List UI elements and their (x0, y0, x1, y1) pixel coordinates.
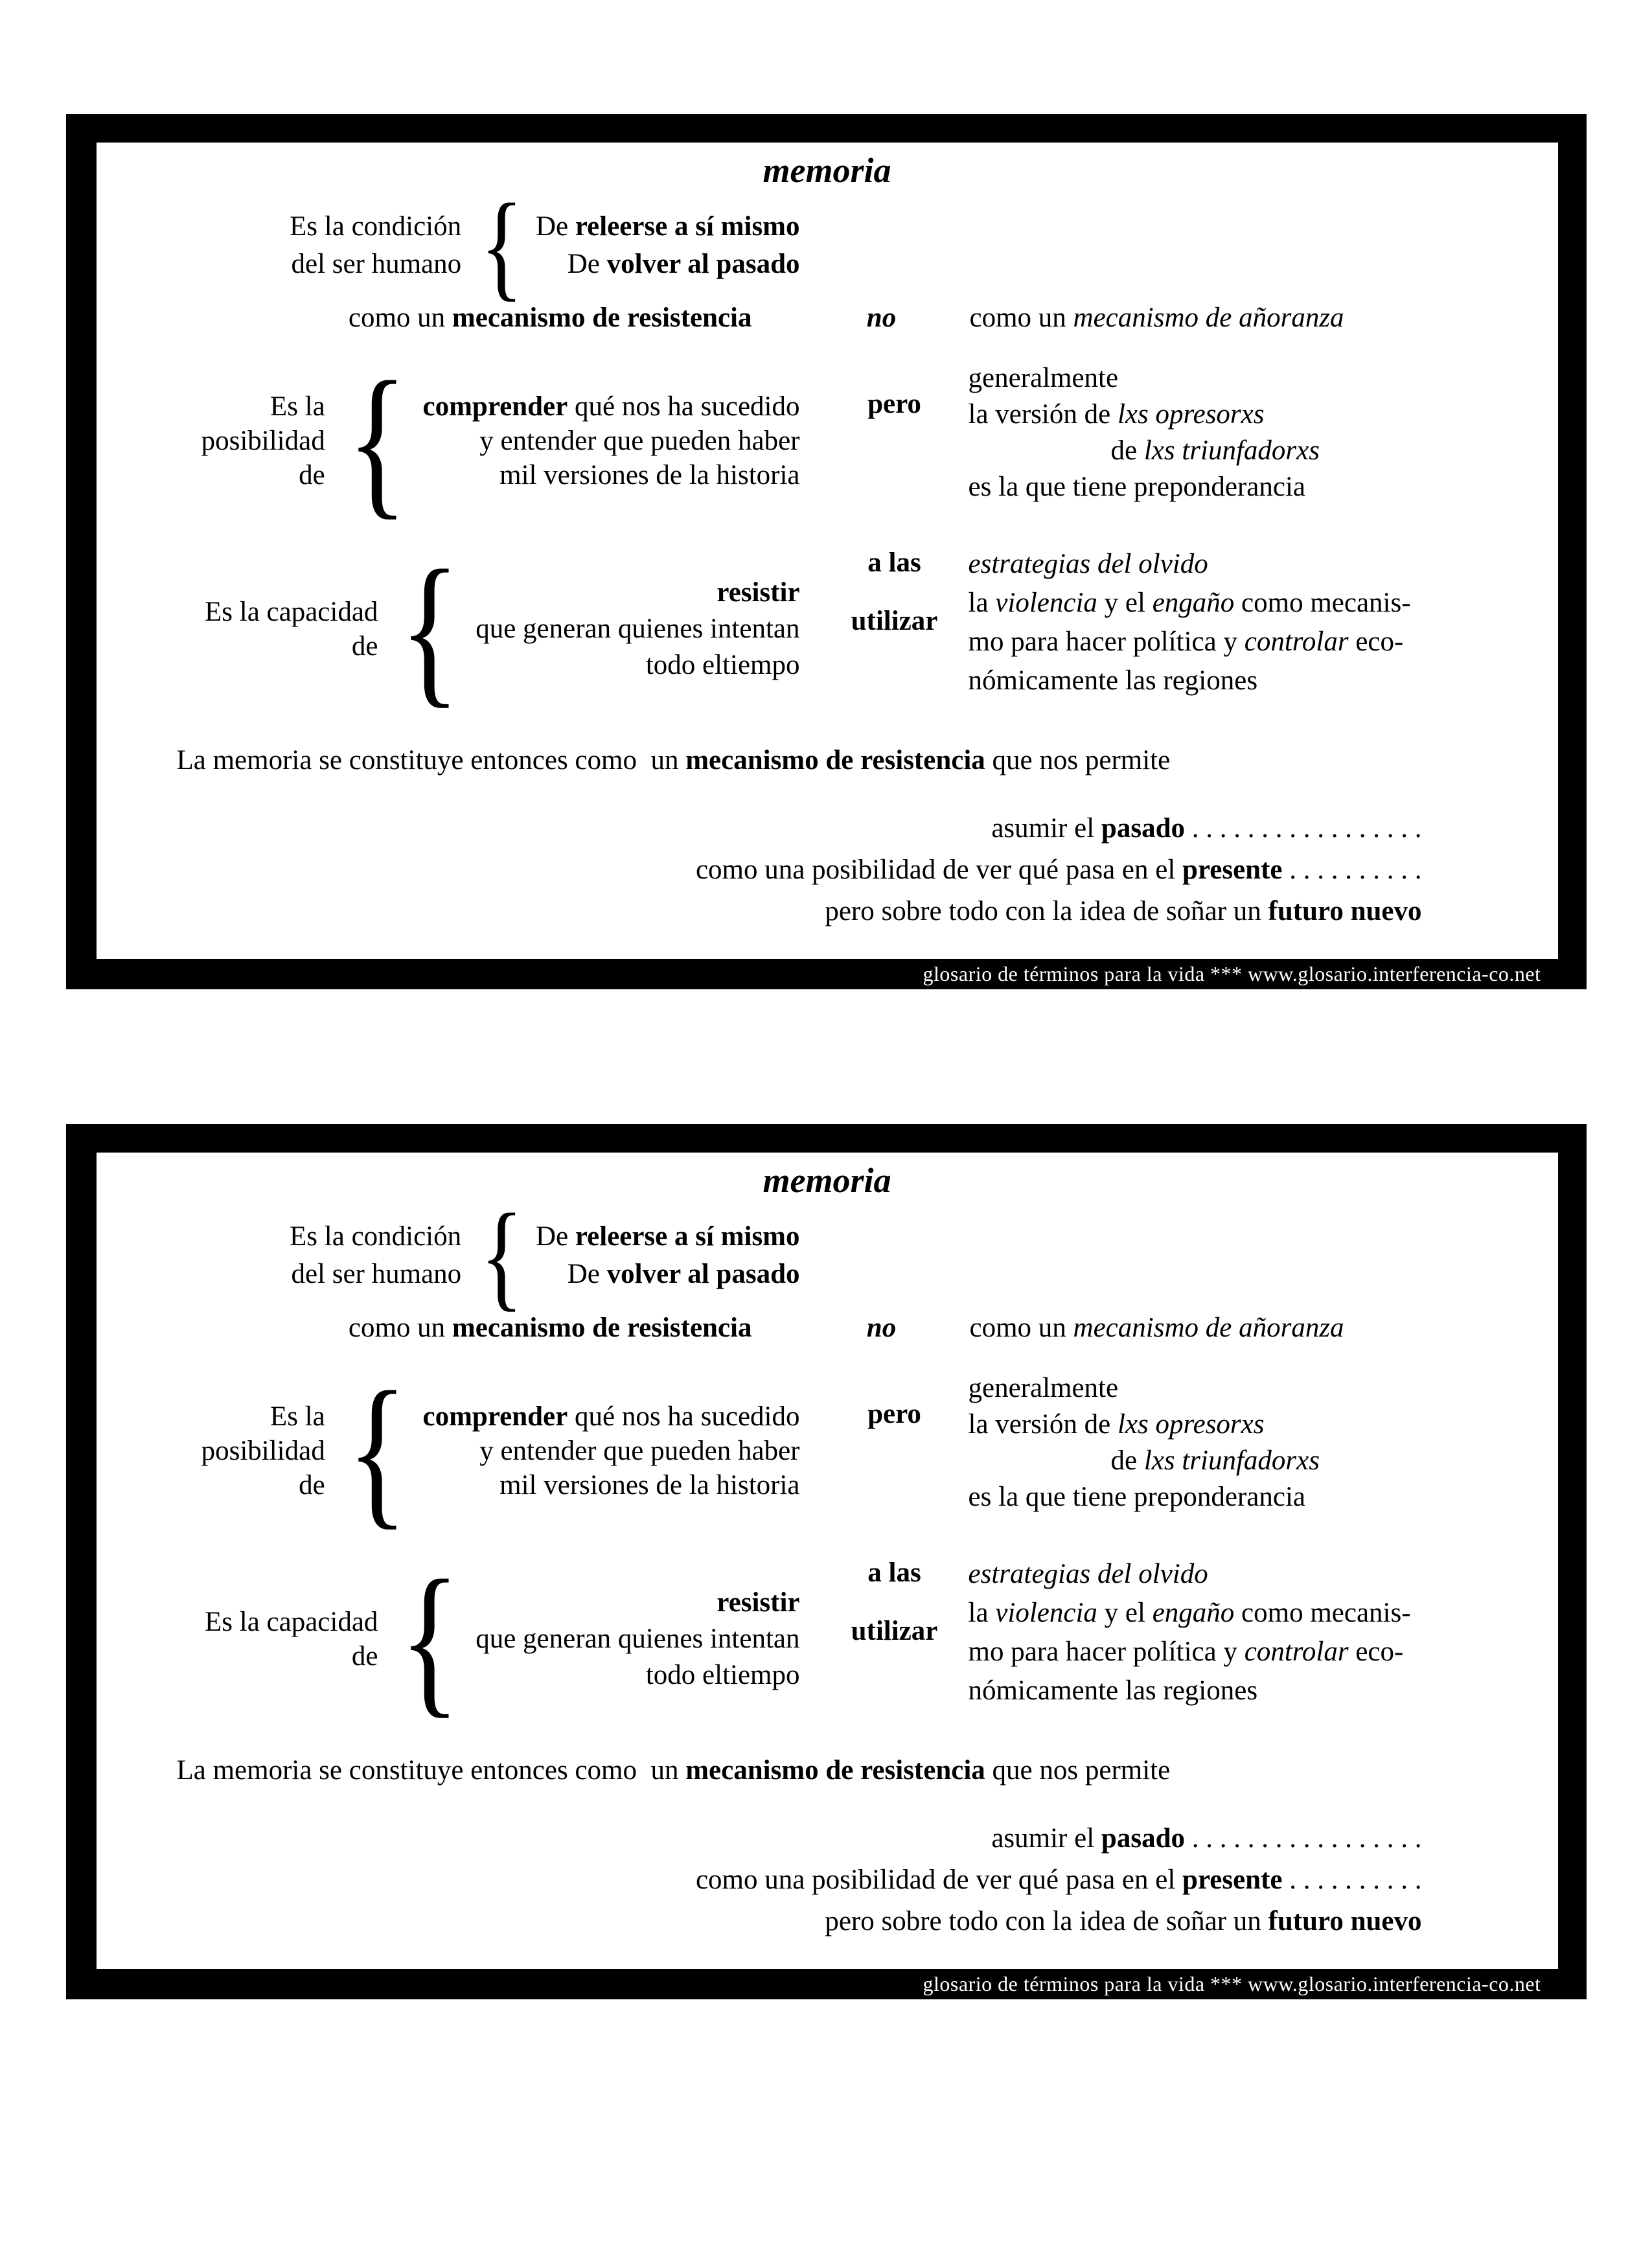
memoria-card-2 (66, 1124, 1587, 1999)
footer-band (97, 959, 1558, 989)
condicion-item: De releerse a sí mismo (535, 1221, 800, 1252)
utilizar-connector: utilizar (851, 606, 938, 636)
card-content (97, 1153, 1558, 1969)
right-column-line: es la que tiene preponderancia (968, 1482, 1306, 1512)
capacidad-item: todo eltiempo (645, 650, 800, 680)
brace-icon: { (347, 1357, 407, 1544)
right-column-line: la violencia y el engaño como mecanis- (968, 1598, 1411, 1628)
posibilidad-item: comprender qué nos ha sucedido (422, 1401, 800, 1432)
posibilidad-item: y entender que pueden haber (479, 1435, 800, 1466)
utilizar-connector: utilizar (851, 1616, 938, 1646)
final-line: asumir el pasado . . . . . . . . . . . . . . . . . (991, 813, 1422, 844)
section-condicion (97, 1189, 800, 1322)
posibilidad-label-line: de (299, 1469, 325, 1500)
final-line: como una posibilidad de ver qué pasa en el presente . . . . . . . . . . (695, 1865, 1422, 1895)
section-posibilidad (97, 1357, 1558, 1544)
capacidad-item: todo eltiempo (645, 1660, 800, 1690)
right-column-line: la versión de lxs opresorxs (968, 399, 1265, 430)
section-condicion (97, 179, 800, 312)
card-content (97, 143, 1558, 959)
section-capacidad (97, 1546, 1558, 1732)
posibilidad-items (423, 1399, 800, 1502)
brace-icon: { (480, 179, 523, 312)
row-resistencia-vs-anoranza (97, 300, 1558, 336)
right-column-line: mo para hacer política y controlar eco- (968, 626, 1404, 657)
right-column-line: de lxs triunfadorxs (1110, 435, 1320, 466)
capacidad-label (205, 595, 378, 663)
memoria-card-1 (66, 114, 1587, 989)
final-line: pero sobre todo con la idea de soñar un futuro nuevo (825, 896, 1422, 926)
page-title: memoria (763, 151, 891, 190)
posibilidad-right-column (963, 1361, 1558, 1535)
condicion-label-line: del ser humano (291, 1259, 462, 1289)
row-resistencia-vs-anoranza (97, 1310, 1558, 1346)
posibilidad-label-line: posibilidad (201, 1435, 325, 1466)
anoranza-phrase: como un mecanismo de añoranza (969, 303, 1344, 333)
posibilidad-item: mil versiones de la historia (499, 459, 800, 490)
capacidad-item: resistir (717, 1587, 800, 1618)
final-line: asumir el pasado . . . . . . . . . . . . . . . . . (991, 1823, 1422, 1854)
posibilidad-brace-group (97, 347, 800, 534)
brace-icon: { (347, 347, 407, 534)
condicion-label-line: Es la condición (290, 1221, 462, 1252)
alas-utilizar-connector (800, 1550, 963, 1723)
condicion-label (290, 208, 461, 283)
footer-text: glosario de términos para la vida *** www.glosario.interferencia-co.net (923, 1972, 1541, 1995)
alas-connector: a las (867, 547, 921, 578)
condicion-items (536, 1218, 800, 1293)
right-column-line: la versión de lxs opresorxs (968, 1409, 1265, 1440)
right-column-line: la violencia y el engaño como mecanis- (968, 588, 1411, 618)
pero-connector: pero (867, 1399, 921, 1429)
capacidad-item: que generan quienes intentan (476, 614, 800, 644)
closing-sentence: La memoria se constituye entonces como un mecanismo de resistencia que nos permite (176, 745, 1171, 776)
condicion-label-line: del ser humano (291, 249, 462, 279)
right-column-line: generalmente (968, 363, 1119, 393)
alas-utilizar-connector (800, 540, 963, 713)
capacidad-label-line: Es la capacidad (205, 597, 378, 627)
right-column-line: mo para hacer política y controlar eco- (968, 1637, 1404, 1667)
condicion-label-line: Es la condición (290, 211, 462, 242)
capacidad-label-line: Es la capacidad (205, 1607, 378, 1637)
capacidad-label (205, 1605, 378, 1673)
posibilidad-brace-group (97, 1357, 800, 1544)
capacidad-label-line: de (351, 1641, 378, 1672)
right-column-line: estrategias del olvido (968, 1559, 1208, 1589)
posibilidad-right-column (963, 351, 1558, 525)
final-lines (97, 808, 1558, 932)
right-column-line: de lxs triunfadorxs (1110, 1445, 1320, 1476)
resistencia-phrase: como un mecanismo de resistencia (348, 1313, 752, 1343)
capacidad-label-line: de (351, 631, 378, 661)
right-column-line: estrategias del olvido (968, 549, 1208, 579)
brace-icon: { (480, 1189, 523, 1322)
posibilidad-item: comprender qué nos ha sucedido (422, 391, 800, 422)
posibilidad-label (201, 1399, 325, 1502)
capacidad-items (476, 575, 799, 684)
pero-connector: pero (867, 389, 921, 419)
footer-text: glosario de términos para la vida *** www.glosario.interferencia-co.net (923, 962, 1541, 985)
capacidad-item: resistir (717, 577, 800, 608)
condicion-label (290, 1218, 461, 1293)
posibilidad-label-line: Es la (270, 1401, 325, 1432)
final-lines (97, 1818, 1558, 1942)
final-line: como una posibilidad de ver qué pasa en el presente . . . . . . . . . . (695, 855, 1422, 885)
page-title: memoria (763, 1161, 891, 1200)
resistencia-phrase: como un mecanismo de resistencia (348, 303, 752, 333)
brace-icon: { (400, 1546, 461, 1732)
anoranza-phrase: como un mecanismo de añoranza (969, 1313, 1344, 1343)
final-line: pero sobre todo con la idea de soñar un futuro nuevo (825, 1906, 1422, 1936)
condicion-items (536, 208, 800, 283)
closing-sentence: La memoria se constituye entonces como un mecanismo de resistencia que nos permite (176, 1755, 1171, 1786)
posibilidad-label-line: posibilidad (201, 425, 325, 456)
footer-band (97, 1969, 1558, 1999)
posibilidad-item: y entender que pueden haber (479, 425, 800, 456)
condicion-item: De releerse a sí mismo (535, 211, 800, 242)
posibilidad-label-line: Es la (270, 391, 325, 422)
posibilidad-items (423, 389, 800, 492)
condicion-item: De volver al pasado (567, 1259, 800, 1289)
capacidad-items (476, 1585, 799, 1694)
brace-icon: { (400, 536, 461, 722)
section-capacidad (97, 536, 1558, 722)
right-column-line: es la que tiene preponderancia (968, 472, 1306, 502)
condicion-item: De volver al pasado (567, 249, 800, 279)
section-posibilidad (97, 347, 1558, 534)
alas-connector: a las (867, 1557, 921, 1588)
posibilidad-label (201, 389, 325, 492)
posibilidad-label-line: de (299, 459, 325, 490)
no-connector: no (866, 1313, 897, 1343)
right-column-line: nómicamente las regiones (968, 665, 1258, 696)
capacidad-right-column (963, 540, 1558, 713)
capacidad-item: que generan quienes intentan (476, 1624, 800, 1654)
no-connector: no (866, 303, 897, 333)
posibilidad-item: mil versiones de la historia (499, 1469, 800, 1500)
capacidad-brace-group (97, 536, 800, 722)
right-column-line: nómicamente las regiones (968, 1675, 1258, 1706)
right-column-line: generalmente (968, 1373, 1119, 1403)
capacidad-right-column (963, 1550, 1558, 1723)
capacidad-brace-group (97, 1546, 800, 1732)
